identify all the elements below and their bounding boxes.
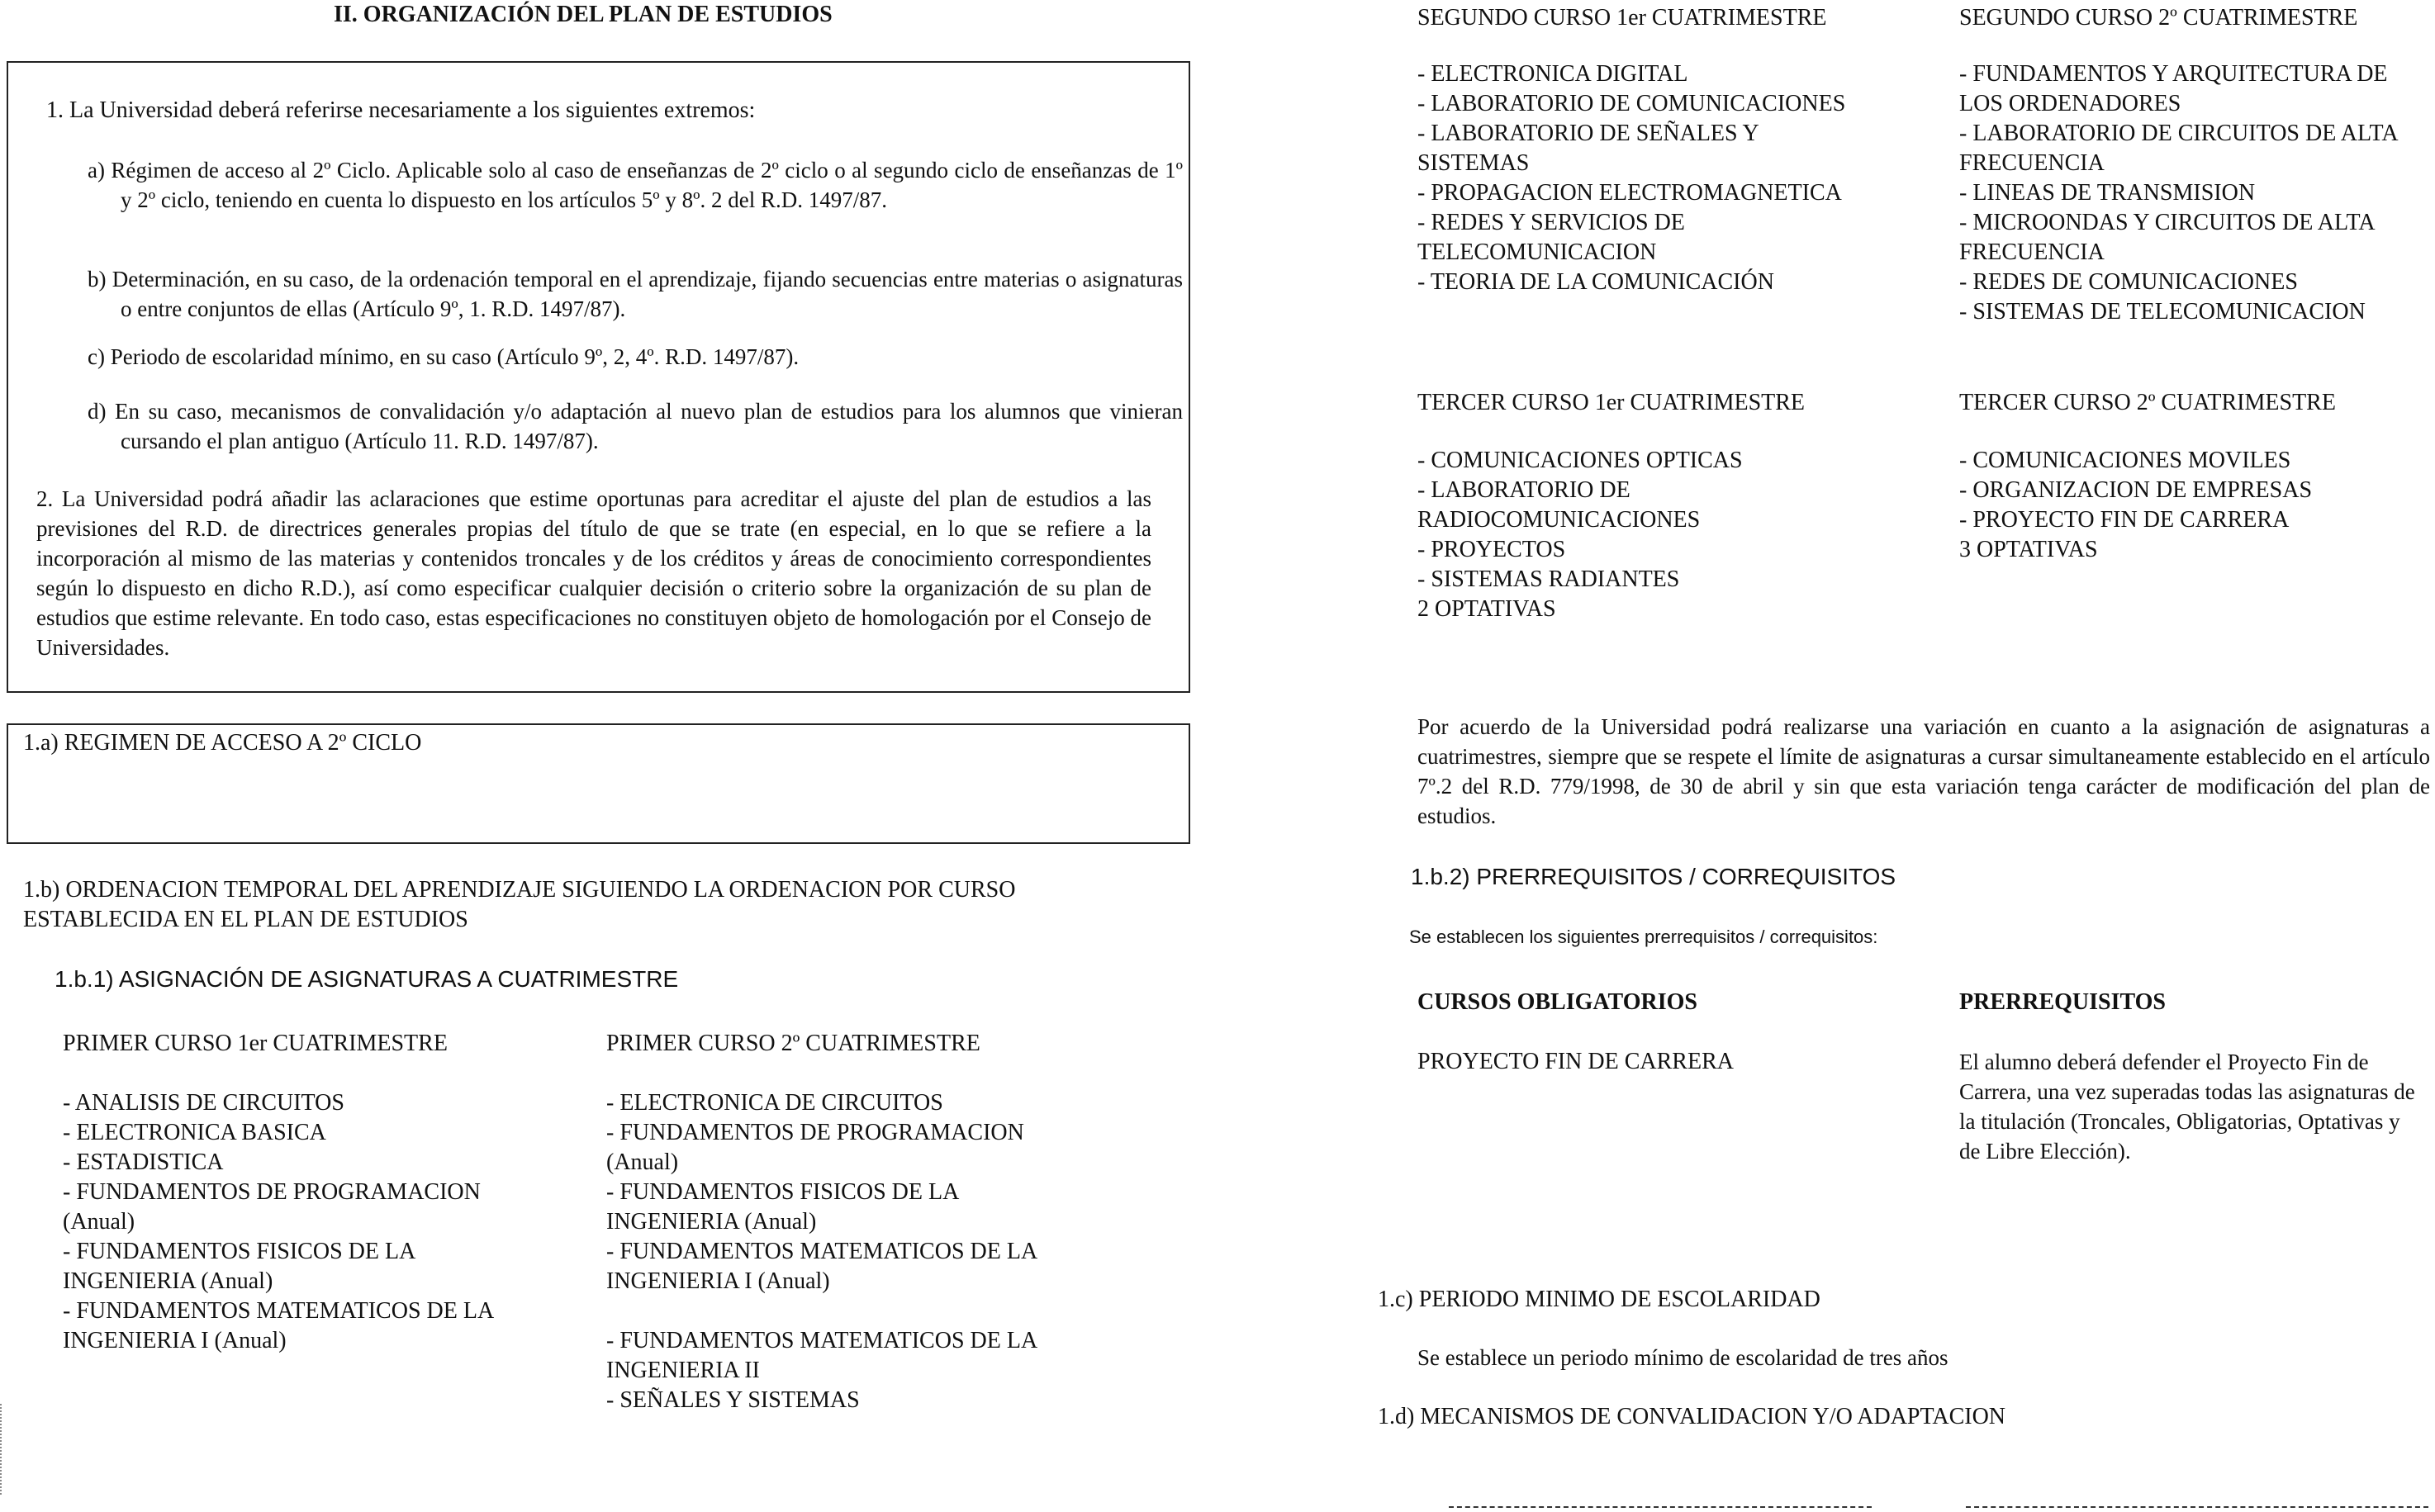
asignacion-heading: 1.b.1) ASIGNACIÓN DE ASIGNATURAS A CUATRIMESTRE <box>55 966 679 992</box>
prerrequisitos-heading: 1.b.2) PRERREQUISITOS / CORREQUISITOS <box>1411 864 1896 889</box>
list-item: - FUNDAMENTOS DE PROGRAMACION <box>606 1120 1024 1145</box>
list-item: INGENIERIA II <box>606 1358 760 1383</box>
list-item: TELECOMUNICACION <box>1417 239 1657 265</box>
list-item: - FUNDAMENTOS MATEMATICOS DE LA <box>606 1328 1038 1353</box>
section-title: II. ORGANIZACIÓN DEL PLAN DE ESTUDIOS <box>334 2 833 27</box>
regimen-box <box>7 723 1190 844</box>
periodo-heading: 1.c) PERIODO MINIMO DE ESCOLARIDAD <box>1378 1287 1820 1312</box>
instructions-intro: 1. La Universidad deberá referirse necesariamente a los siguientes extremos: <box>46 97 756 123</box>
list-item: - TEORIA DE LA COMUNICACIÓN <box>1417 269 1774 295</box>
list-item: INGENIERIA (Anual) <box>606 1209 817 1235</box>
list-item: - LABORATORIO DE SEÑALES Y <box>1417 121 1759 146</box>
segundo-curso-1-list <box>1417 59 1929 297</box>
list-item: 3 OPTATIVAS <box>1959 537 2098 562</box>
list-item: - FUNDAMENTOS MATEMATICOS DE LA <box>606 1239 1038 1264</box>
dashed-line <box>1966 1506 2428 1508</box>
primer-curso-1-list <box>63 1088 558 1356</box>
ordenacion-heading: 1.b) ORDENACION TEMPORAL DEL APRENDIZAJE SIGUIENDO LA ORDENACION POR CURSO ESTABLECIDA EN EL PLAN DE ESTUDIOS <box>23 877 1016 932</box>
list-item: - PROPAGACION ELECTROMAGNETICA <box>1417 180 1842 206</box>
variacion-paragraph: Por acuerdo de la Universidad podrá realizarse una variación en cuanto a la asignación de asignaturas a cuatrimestres, siempre que se respete el límite de asignaturas a cursar simultaneamente establecido en el artículo 7º.2 del R.D. 779/1998, de 30 de abril y sin que esta variación tenga carácter de modificación del plan de estudios. <box>1417 714 2430 828</box>
instruction-b: b) Determinación, en su caso, de la ordenación temporal en el aprendizaje, fijando secuencias entre materias o asignaturas o entre conjuntos de ellas (Artículo 9º, 1. R.D. 1497/87). <box>88 267 1183 321</box>
segundo-curso-2-heading: SEGUNDO CURSO 2º CUATRIMESTRE <box>1959 5 2358 31</box>
list-item: (Anual) <box>606 1149 679 1175</box>
prerrequisito-value: El alumno deberá defender el Proyecto Fin de Carrera, una vez superadas todas las asignaturas de la titulación (Troncales, Obligatorias, Optativas y de Libre Elección). <box>1959 1050 2415 1164</box>
dashed-line <box>1449 1506 1872 1508</box>
margin-mark <box>0 1404 2 1495</box>
list-item: - LINEAS DE TRANSMISION <box>1959 180 2256 206</box>
segundo-curso-2-list <box>1959 59 2430 327</box>
list-item: - MICROONDAS Y CIRCUITOS DE ALTA <box>1959 210 2376 235</box>
periodo-text: Se establece un periodo mínimo de escolaridad de tres años <box>1417 1345 1948 1370</box>
list-item: - FUNDAMENTOS FISICOS DE LA <box>606 1179 960 1205</box>
list-item: - ELECTRONICA DIGITAL <box>1417 61 1688 87</box>
list-item: - ORGANIZACION DE EMPRESAS <box>1959 477 2313 503</box>
instructions-box <box>7 61 1190 693</box>
prerrequisitos-intro: Se establecen los siguientes prerrequisitos / correquisitos: <box>1409 927 1878 947</box>
primer-curso-2-list <box>606 1088 1118 1415</box>
tercer-curso-1-heading: TERCER CURSO 1er CUATRIMESTRE <box>1417 390 1806 415</box>
list-item <box>606 1296 1118 1326</box>
curso-value: PROYECTO FIN DE CARRERA <box>1417 1049 1734 1074</box>
list-item: - REDES Y SERVICIOS DE <box>1417 210 1685 235</box>
list-item: - LABORATORIO DE <box>1417 477 1630 503</box>
primer-curso-1-heading: PRIMER CURSO 1er CUATRIMESTRE <box>63 1031 448 1056</box>
segundo-curso-1-heading: SEGUNDO CURSO 1er CUATRIMESTRE <box>1417 5 1827 31</box>
list-item: - FUNDAMENTOS Y ARQUITECTURA DE <box>1959 61 2388 87</box>
list-item: - PROYECTO FIN DE CARRERA <box>1959 507 2290 533</box>
mecanismos-heading: 1.d) MECANISMOS DE CONVALIDACION Y/O ADAPTACION <box>1378 1404 2006 1429</box>
list-item: - COMUNICACIONES MOVILES <box>1959 448 2291 473</box>
list-item: - FUNDAMENTOS FISICOS DE LA <box>63 1239 416 1264</box>
list-item: - FUNDAMENTOS MATEMATICOS DE LA <box>63 1298 495 1324</box>
instruction-c: c) Periodo de escolaridad mínimo, en su caso (Artículo 9º, 2, 4º. R.D. 1497/87). <box>88 344 800 369</box>
list-item: INGENIERIA I (Anual) <box>63 1328 287 1353</box>
list-item: - ANALISIS DE CIRCUITOS <box>63 1090 344 1116</box>
list-item: 2 OPTATIVAS <box>1417 596 1556 622</box>
prerrequisitos-label: PRERREQUISITOS <box>1959 989 2167 1015</box>
list-item: - LABORATORIO DE COMUNICACIONES <box>1417 91 1846 116</box>
list-item: INGENIERIA I (Anual) <box>606 1268 830 1294</box>
list-item: LOS ORDENADORES <box>1959 91 2181 116</box>
list-item: - PROYECTOS <box>1417 537 1566 562</box>
primer-curso-2-heading: PRIMER CURSO 2º CUATRIMESTRE <box>606 1031 980 1056</box>
list-item: RADIOCOMUNICACIONES <box>1417 507 1701 533</box>
list-item: - SISTEMAS DE TELECOMUNICACION <box>1959 299 2366 325</box>
tercer-curso-1-list <box>1417 446 1929 624</box>
list-item: - ESTADISTICA <box>63 1149 224 1175</box>
list-item: SISTEMAS <box>1417 150 1530 176</box>
tercer-curso-2-list <box>1959 446 2430 565</box>
list-item: - ELECTRONICA DE CIRCUITOS <box>606 1090 943 1116</box>
instruction-para2: 2. La Universidad podrá añadir las aclaraciones que estime oportunas para acreditar el ajuste del plan de estudios a las previsiones del R.D. de directrices generales propias del título de que se trate (en especial, en lo que se refiere a la incorporación al mismo de las materias y contenidos troncales y de los créditos y áreas de conocimiento correspondientes según lo dispuesto en dicho R.D.), así como especificar cualquier decisión o criterio sobre la organización de su plan de estudios que estime relevante. En todo caso, estas especificaciones no constituyen objeto de homologación por el Consejo de Universidades. <box>36 486 1151 660</box>
list-item: - ELECTRONICA BASICA <box>63 1120 326 1145</box>
list-item: INGENIERIA (Anual) <box>63 1268 273 1294</box>
list-item: - REDES DE COMUNICACIONES <box>1959 269 2298 295</box>
list-item: - LABORATORIO DE CIRCUITOS DE ALTA <box>1959 121 2399 146</box>
list-item: - COMUNICACIONES OPTICAS <box>1417 448 1743 473</box>
list-item: (Anual) <box>63 1209 135 1235</box>
tercer-curso-2-heading: TERCER CURSO 2º CUATRIMESTRE <box>1959 390 2336 415</box>
list-item: - FUNDAMENTOS DE PROGRAMACION <box>63 1179 481 1205</box>
regimen-heading: 1.a) REGIMEN DE ACCESO A 2º CICLO <box>23 730 422 756</box>
cursos-obligatorios-label: CURSOS OBLIGATORIOS <box>1417 989 1697 1015</box>
instruction-d: d) En su caso, mecanismos de convalidación y/o adaptación al nuevo plan de estudios para los alumnos que vinieran cursando el plan antiguo (Artículo 11. R.D. 1497/87). <box>88 399 1183 453</box>
list-item: - SEÑALES Y SISTEMAS <box>606 1387 860 1413</box>
list-item: FRECUENCIA <box>1959 239 2105 265</box>
instruction-a: a) Régimen de acceso al 2º Ciclo. Aplicable solo al caso de enseñanzas de 2º ciclo o al segundo ciclo de enseñanzas de 1º y 2º ciclo, teniendo en cuenta lo dispuesto en los artículos 5º y 8º. 2 del R.D. 1497/87. <box>88 158 1183 212</box>
list-item: - SISTEMAS RADIANTES <box>1417 566 1680 592</box>
list-item: FRECUENCIA <box>1959 150 2105 176</box>
